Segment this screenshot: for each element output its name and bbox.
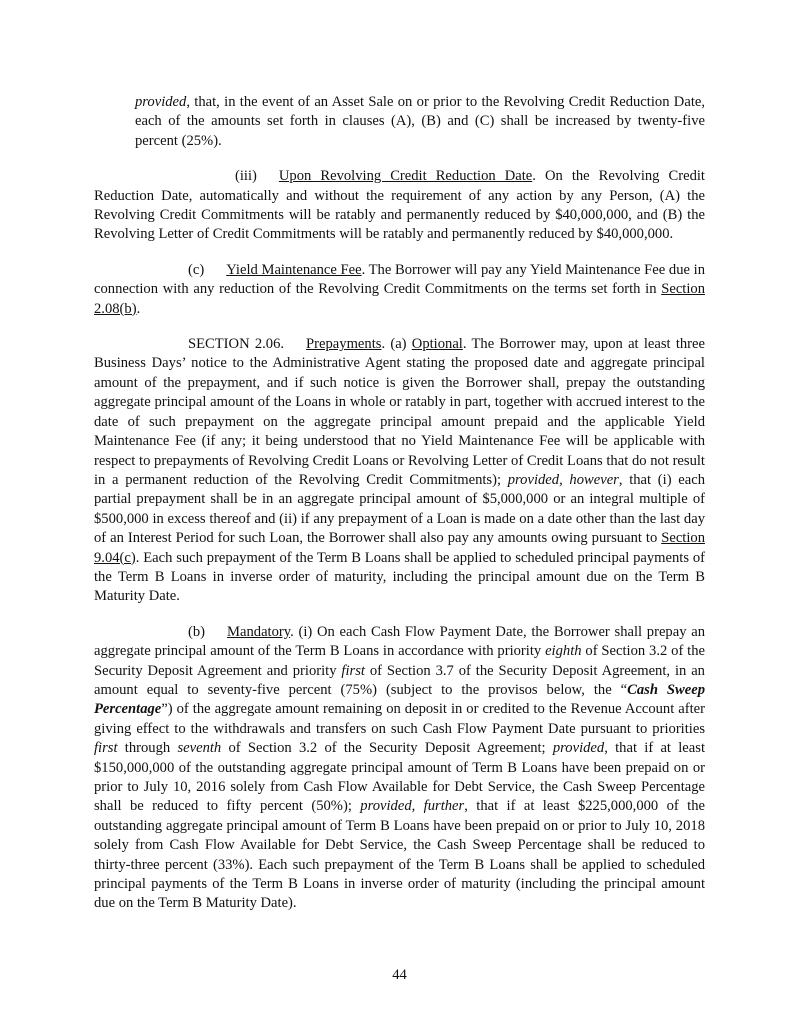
clause-c-end: . <box>136 300 141 317</box>
priorities-seventh: seventh <box>177 740 222 757</box>
section-heading: Prepayments <box>306 336 382 353</box>
clause-b-text-2: of Section 3.2 of the Security Deposit Agreement and priority <box>94 643 706 679</box>
section-2-08b-reference: Section 2.08(b) <box>94 281 705 317</box>
clause-iii-text: . On the Revolving Credit Reduction Date, automatically and without the requirement of any action by any Person, (A) the Revolving Credit Commitments will be ratably and permanently reduced by $40,000,000, and (B) the Revolving Letter of Credit Commitments will be ratably and permanently reduced by $40,000,000. <box>94 168 705 243</box>
section-2-06-paragraph: SECTION 2.06. Prepayments. (a) Optional. The Borrower may, upon at least three Business Days’ notice to the Administrative Agent stating the proposed date and aggregate principal amount of the prepayment, and if such notice is given the Borrower shall, prepay the outstanding aggregate principal amount of the Loans in whole or ratably in part, together with accrued interest to the date of such prepayment on the aggregate principal amount prepaid and the applicable Yield Maintenance Fee (if any; it being understood that no Yield Maintenance Fee will be applicable with respect to prepayments of Revolving Credit Loans or Revolving Letter of Credit Loans that do not result in a permanent reduction of the Revolving Credit Commitments); provided, however, that (i) each partial prepayment shall be in an aggregate principal amount of $5,000,000 or an integral multiple of $500,000 in excess thereof and (ii) if any prepayment of a Loan is made on a date other than the last day of an Interest Period for such Loan, the Borrower shall also pay any amounts owing pursuant to Section 9.04(c). Each such prepayment of the Term B Loans shall be applied to scheduled principal payments of the Term B Loans in inverse order of maturity, including the principal amount due on the Term B Maturity Date. <box>94 336 705 605</box>
defined-term-cash-sweep: Cash Sweep Percentage <box>94 681 705 718</box>
clause-b-number: (b) <box>188 623 206 640</box>
page-body <box>94 93 705 930</box>
proviso-text: , that, in the event of an Asset Sale on or prior to the Revolving Credit Reduction Date, each of the amounts set forth in clauses (A), (B) and (C) shall be increased by twenty-five percent (25%). <box>135 94 705 149</box>
clause-b-text-5: through <box>117 740 178 757</box>
subsection-a-heading: Optional <box>411 336 463 353</box>
proviso-lead: provided <box>135 94 187 110</box>
priority-first: first <box>341 662 365 679</box>
clause-b-text-7: , that if at least $150,000,000 of the outstanding aggregate principal amount of Term B Loans have been prepaid on or prior to July 10, 2016 solely from Cash Flow Available for Debt Service, the Cash Sweep Percentage shall be reduced to fifty percent (50%); <box>94 740 705 815</box>
clause-b-text-3: of Section 3.7 of the Security Deposit Agreement, in an amount equal to seventy-five percent (75%) (subject to the provisos below, the “ <box>94 662 705 698</box>
priority-eighth: eighth <box>545 643 582 660</box>
section-text-2: , that (i) each partial prepayment shall be in an aggregate principal amount of $5,000,000 or an integral multiple of $500,000 in excess thereof and (ii) if any prepayment of a Loan is made on a date other than the last day of an Interest Period for such Loan, the Borrower shall also pay any amounts owing pursuant to <box>94 471 705 547</box>
clause-b-paragraph <box>94 623 705 914</box>
proviso-paragraph <box>94 93 705 151</box>
section-text-1: . The Borrower may, upon at least three Business Days’ notice to the Administrative Agent stating the proposed date and aggregate principal amount of the prepayment, and if such notice is given the Borrower shall, prepay the outstanding aggregate principal amount of the Loans in whole or ratably in part, together with accrued interest to the date of such prepayment on the aggregate principal amount prepaid and the applicable Yield Maintenance Fee (if any; it being understood that no Yield Maintenance Fee will be applicable with respect to prepayments of Revolving Credit Loans or Revolving Letter of Credit Loans that do not result in a permanent reduction of the Revolving Credit Commitments); <box>94 336 705 488</box>
clause-iii-heading: Upon Revolving Credit Reduction Date <box>278 168 533 185</box>
section-text-3: . Each such prepayment of the Term B Loans shall be applied to scheduled principal payments of the Term B Loans in inverse order of maturity, including the principal amount due on the Term B Maturity Date. <box>94 549 705 605</box>
page-number: 44 <box>392 967 407 983</box>
subsection-a-number: (a) <box>390 336 407 353</box>
clause-c-heading: Yield Maintenance Fee <box>226 261 362 278</box>
proviso-provided-further: provided, further <box>360 798 465 815</box>
clause-c-text: . The Borrower will pay any Yield Maintenance Fee due in connection with any reduction of the Revolving Credit Commitments on the terms set forth in <box>94 261 705 298</box>
clause-iii-number: (iii) <box>235 168 257 185</box>
section-9-04c-reference: Section 9.04(c) <box>94 530 705 566</box>
proviso-provided: provided <box>552 740 605 757</box>
clause-b-text-4: ”) of the aggregate amount remaining on deposit in or credited to the Revenue Account after giving effect to the withdrawals and transfers on such Cash Flow Payment Date pursuant to priorities <box>94 701 705 737</box>
clause-iii-paragraph <box>94 167 705 245</box>
clause-b-text-6: of Section 3.2 of the Security Deposit Agreement; <box>221 740 553 757</box>
clause-b-text-1: . (i) On each Cash Flow Payment Date, the Borrower shall prepay an aggregate principal amount of the Term B Loans in accordance with priority <box>94 623 705 660</box>
proviso-however: provided, however <box>507 471 619 488</box>
clause-b-heading: Mandatory <box>227 623 291 640</box>
priorities-first: first <box>94 740 118 757</box>
clause-c-paragraph <box>94 261 705 319</box>
clause-b-text-8: , that if at least $225,000,000 of the outstanding aggregate principal amount of Term B Loans have been prepaid on or prior to July 10, 2018 solely from Cash Flow Available for Debt Service, the Cash Sweep Percentage shall be reduced to thirty-three percent (33%). Each such prepayment of the Term B Loans shall be applied to scheduled principal payments of the Term B Loans in inverse order of maturity (including the principal amount due on the Term B Maturity Date). <box>94 798 706 912</box>
clause-c-number: (c) <box>188 261 205 278</box>
section-number: SECTION 2.06. <box>188 336 285 353</box>
